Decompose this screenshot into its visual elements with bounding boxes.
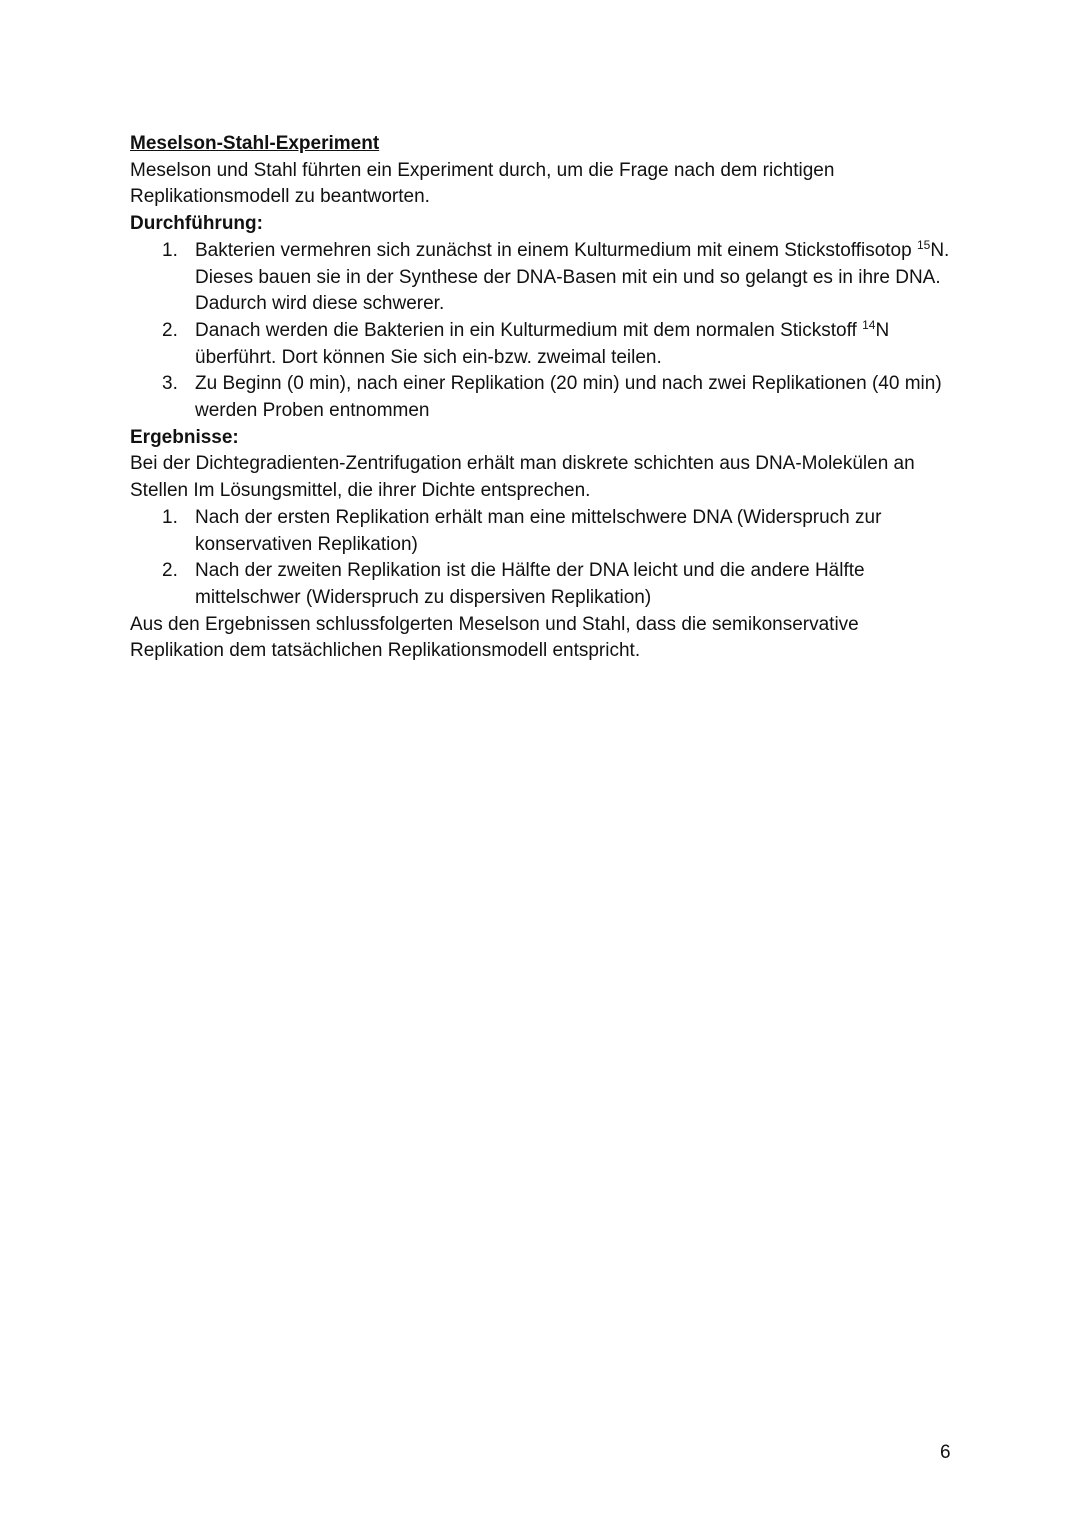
page-number: 6 (940, 1442, 951, 1463)
list-number: 1. (162, 239, 178, 261)
results-list (130, 505, 950, 612)
procedure-list (130, 238, 950, 425)
procedure-item-text: N. Dieses bauen sie in der Synthese der DNA-Basen mit ein und so gelangt es in ihre DNA. Dadurch wird diese schwerer. (195, 239, 950, 315)
procedure-item-2 (130, 318, 950, 371)
isotope-superscript: 15 (916, 237, 931, 252)
procedure-item-text: N überführt. Dort können Sie sich ein-bzw. zweimal teilen. (195, 319, 890, 368)
procedure-item-3 (130, 371, 950, 424)
conclusion-paragraph: Aus den Ergebnissen schlussfolgerten Meselson und Stahl, dass die semikonservative Replikation dem tatsächlichen Replikationsmodell entspricht. (130, 613, 859, 662)
document-page (130, 131, 950, 665)
results-item-2 (130, 558, 950, 611)
list-number: 1. (162, 506, 178, 528)
results-intro-paragraph: Bei der Dichtegradienten-Zentrifugation erhält man diskrete schichten aus DNA-Molekülen an Stellen Im Lösungsmittel, die ihrer Dichte entsprechen. (130, 453, 915, 502)
procedure-item-text: Danach werden die Bakterien in ein Kulturmedium mit dem normalen Stickstoff (195, 319, 863, 341)
intro-paragraph: Meselson und Stahl führten ein Experiment durch, um die Frage nach dem richtigen Replikationsmodell zu beantworten. (130, 159, 835, 208)
results-item-text: Nach der ersten Replikation erhält man eine mittelschwere DNA (Widerspruch zur konservativen Replikation) (195, 506, 882, 555)
procedure-item-text: Bakterien vermehren sich zunächst in einem Kulturmedium mit einem Stickstoffisotop (195, 239, 917, 261)
results-heading: Ergebnisse: (130, 426, 239, 448)
document-title: Meselson-Stahl-Experiment (130, 133, 380, 154)
isotope-superscript: 14 (862, 317, 876, 332)
results-item-text: Nach der zweiten Replikation ist die Hälfte der DNA leicht und die andere Hälfte mittelschwer (Widerspruch zu dispersiven Replikation) (195, 560, 865, 608)
results-item-1 (130, 505, 950, 558)
procedure-item-text: Zu Beginn (0 min), nach einer Replikation (20 min) und nach zwei Replikationen (40 min) werden Proben entnommen (195, 373, 942, 422)
list-number: 3. (162, 373, 178, 395)
list-number: 2. (162, 319, 178, 341)
list-number: 2. (162, 560, 178, 582)
procedure-heading: Durchführung: (130, 213, 263, 235)
procedure-item-1 (130, 238, 950, 318)
